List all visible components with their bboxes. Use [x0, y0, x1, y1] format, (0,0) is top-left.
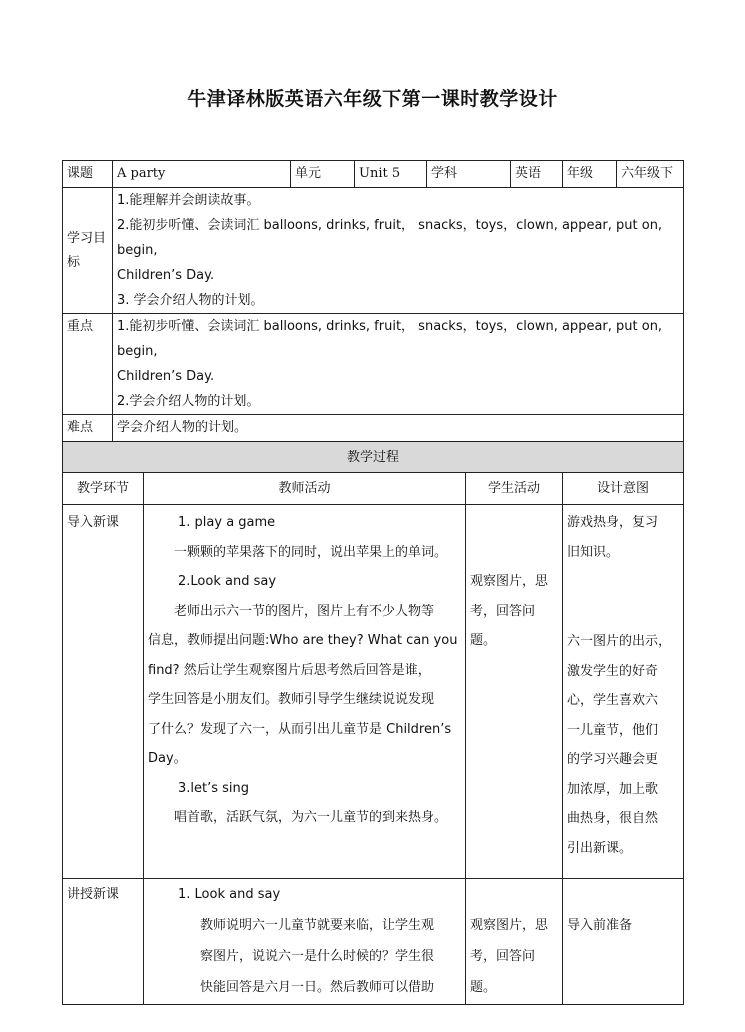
teacher-line: 快能回答是六月一日。然后教师可以借助 — [200, 980, 435, 995]
danyuan-label: 单元 — [291, 161, 355, 188]
col-student: 学生活动 — [466, 473, 563, 505]
teacher-line: 1. play a game — [178, 515, 276, 530]
process-columns-row — [63, 473, 684, 505]
teacher-line: 唱首歌，活跃气氛，为六一儿童节的到来热身。 — [174, 810, 448, 825]
teacher-line: find? 然后让学生观察图片后思考然后回答是谁， — [148, 662, 431, 678]
teacher-line: 察图片，说说六一是什么时候的？学生很 — [200, 949, 435, 964]
teacher-line: 老师出示六一节的图片，图片上有不少人物等 — [174, 603, 435, 619]
col-teacher: 教师活动 — [144, 473, 466, 505]
keypoint-line: 2.学会介绍人物的计划。 — [117, 394, 260, 409]
goal-line: Children’s Day. — [117, 268, 215, 283]
student-line: 观察图片，思 — [470, 574, 549, 589]
intent-line: 加浓厚，加上歌 — [567, 781, 659, 797]
stage-row-intro — [63, 505, 684, 879]
nianji-label: 年级 — [563, 161, 617, 188]
intent-line: 游戏热身，复习 — [567, 515, 659, 530]
document-title: 牛津译林版英语六年级下第一课时教学设计 — [187, 88, 558, 110]
student-line: 考，回答问题。 — [470, 603, 536, 648]
stage-label: 导入新课 — [63, 505, 144, 879]
goal-line: 1.能理解并会朗读故事。 — [117, 193, 260, 208]
col-stage: 教学环节 — [63, 473, 144, 505]
keti-value: A party — [113, 161, 291, 188]
stage-label: 讲授新课 — [63, 879, 144, 1005]
intent-line: 一儿童节，他们 — [567, 722, 659, 738]
process-header: 教学过程 — [63, 442, 684, 473]
intent-line: 曲热身，很自然 — [567, 811, 659, 826]
difficult-label: 难点 — [63, 415, 113, 442]
teacher-line: 3.let’s sing — [178, 780, 250, 796]
keti-label: 课题 — [63, 161, 113, 188]
goal-line: 3. 学会介绍人物的计划。 — [117, 293, 264, 308]
teacher-line: 一颗颗的苹果落下的同时，说出苹果上的单词。 — [174, 544, 448, 560]
student-activity — [466, 505, 563, 879]
keypoint-line: Children’s Day. — [117, 369, 215, 384]
design-intent — [563, 505, 684, 879]
design-intent — [563, 879, 684, 1005]
xueke-label: 学科 — [427, 161, 511, 188]
intent-line: 导入前准备 — [567, 918, 633, 933]
teacher-activity — [144, 505, 466, 879]
teacher-line: Day。 — [148, 751, 187, 766]
student-line: 考，回答问题。 — [470, 949, 536, 995]
col-intent: 设计意图 — [563, 473, 684, 505]
intent-line: 心，学生喜欢六 — [567, 693, 659, 708]
student-line: 观察图片，思 — [470, 918, 549, 933]
teacher-line: 教师说明六一儿童节就要来临，让学生观 — [200, 918, 435, 933]
danyuan-value: Unit 5 — [355, 161, 427, 188]
teacher-activity — [144, 879, 466, 1005]
intent-line: 引出新课。 — [567, 840, 633, 856]
keypoints-row — [63, 314, 684, 415]
xueke-value: 英语 — [511, 161, 563, 188]
teacher-line: 信息，教师提出问题:Who are they? What can you — [148, 633, 458, 648]
keypoints-label: 重点 — [63, 314, 113, 415]
difficult-content: 学会介绍人物的计划。 — [113, 415, 684, 442]
goals-content — [113, 188, 684, 314]
goals-row — [63, 188, 684, 314]
goals-label: 学习目标 — [63, 188, 113, 314]
nianji-value: 六年级下 — [617, 161, 684, 188]
intent-line: 激发学生的好奇 — [567, 663, 659, 679]
stage-row-teach — [63, 879, 684, 1005]
teacher-line: 了什么？发现了六一，从而引出儿童节是 Children’s — [148, 721, 452, 737]
student-activity — [466, 879, 563, 1005]
info-row — [63, 161, 684, 188]
goal-line: 2.能初步听懂、会读词汇 balloons, drinks, fruit， snacks，toys，clown, appear, put on, begin, — [117, 218, 663, 258]
intent-line: 旧知识。 — [567, 544, 620, 560]
difficult-row — [63, 415, 684, 442]
intent-line: 的学习兴趣会更 — [567, 752, 659, 767]
intent-line: 六一图片的出示， — [567, 634, 672, 649]
teacher-line: 学生回答是小朋友们。教师引导学生继续说说发现 — [148, 692, 435, 707]
process-header-row — [63, 442, 684, 473]
keypoint-line: 1.能初步听懂、会读词汇 balloons, drinks, fruit， snacks，toys，clown, appear, put on, begin, — [117, 319, 663, 359]
teacher-line: 2.Look and say — [178, 574, 277, 589]
teacher-line: 1. Look and say — [178, 887, 281, 902]
lesson-plan-table — [62, 160, 684, 1005]
keypoints-content — [113, 314, 684, 415]
